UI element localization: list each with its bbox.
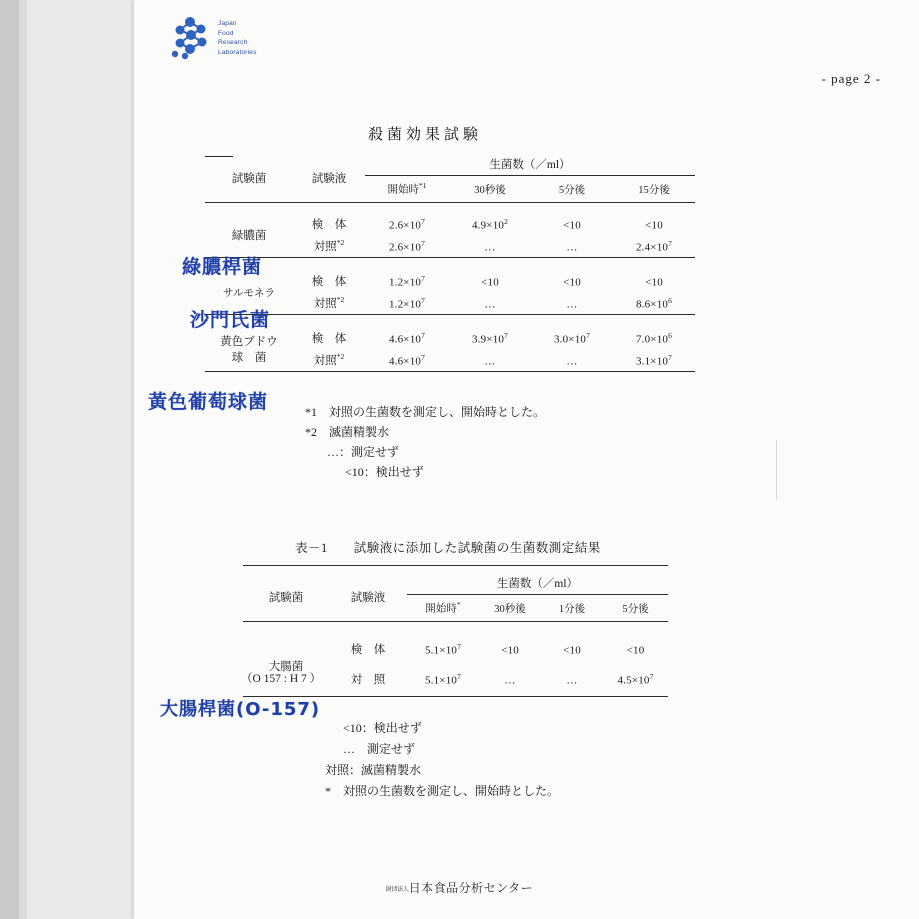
footer-organization-name: 日本食品分析センター [408, 881, 534, 895]
table1-rule [205, 203, 695, 214]
table1-solution-0-0: 検 体 [311, 219, 347, 231]
table1-value-2-0-0: $4.6\times 10^7$ [388, 330, 426, 346]
logo-text [218, 19, 257, 57]
table2-note-0: <10：検出せず [343, 721, 422, 735]
scan-edge-outer [0, 0, 19, 919]
table1-value-1-0-3: <10 [645, 276, 663, 289]
table2-note-2: 対照：滅菌精製水 [325, 763, 422, 777]
annotation-staphylococcus: 黃色葡萄球菌 [148, 391, 269, 413]
table1-time-1: 30秒後 [474, 184, 506, 196]
table2-group-header: 生菌数（／ml） [407, 572, 668, 595]
table1-rule [205, 258, 695, 271]
table1-value-1-1-2: … [566, 298, 578, 311]
table1-value-0-0-3: <10 [645, 219, 663, 232]
table1-value-1-1-1: … [484, 298, 496, 311]
table2-value-0-2: <10 [563, 644, 581, 657]
table2-strain: 大腸菌 [268, 661, 304, 673]
table2-value-0-3: <10 [626, 644, 645, 657]
table1-col-strain: 試験菌 [231, 172, 267, 185]
table2-note-3: * 対照の生菌数を測定し、開始時とした。 [325, 784, 560, 798]
table2-caption: 表－1 試験液に添加した試験菌の生菌数測定結果 [295, 541, 601, 555]
logo-line-1: Japan [218, 20, 237, 27]
table1-note-2: …：測定せず [327, 445, 400, 459]
table1-strain-2-line1: 黄色ブドウ [220, 336, 278, 348]
table1-solution-2-0: 検 体 [311, 333, 347, 345]
table1-strain-0: 緑膿菌 [231, 230, 267, 242]
table2-mid-rule [243, 622, 668, 637]
table-row [243, 636, 668, 662]
annotation-ecoli: 大腸桿菌(O-157) [160, 699, 321, 720]
table1-value-0-1-1: … [484, 241, 496, 254]
table1-time-0: 開始時$^{*1}$ [387, 181, 427, 196]
table2-solution-1: 対 照 [350, 674, 386, 686]
table1-value-2-0-3: $7.0\times 10^6$ [635, 330, 673, 346]
table1-value-0-1-2: … [566, 241, 578, 254]
table-row [205, 213, 695, 235]
table1-time-3: 15分後 [638, 184, 670, 196]
annotation-pseudomonas: 綠膿桿菌 [182, 256, 263, 278]
table2-value-1-0: $5.1\times 10^7$ [424, 671, 462, 687]
logo-dots-icon [168, 16, 216, 62]
table2-col-solution: 試験液 [350, 591, 386, 604]
table1-value-1-0-0: $1.2\times 10^7$ [388, 273, 426, 289]
table1-value-2-1-3: $3.1\times 10^7$ [635, 352, 673, 368]
table2-notes [325, 718, 559, 802]
table1-value-1-0-2: <10 [563, 276, 581, 289]
logo-line-2: Food [218, 29, 234, 37]
table1-value-0-0-0: $2.6\times 10^7$ [388, 216, 426, 232]
table1-rule [205, 315, 695, 328]
table1-solution-1-0: 検 体 [311, 276, 347, 288]
table1-value-0-1-0: $2.6\times 10^7$ [388, 238, 426, 254]
table2-strain-subscript: （O 157 : H 7 ） [241, 673, 322, 685]
table1-value-0-0-1: $4.9\times 10^2$ [471, 216, 509, 232]
table1-group-header: 生菌数（／ml） [365, 153, 695, 176]
table1-rule-bottom [205, 372, 695, 377]
table1-solution-0-1: 対照$^{*2}$ [313, 238, 345, 253]
scan-edge-inner [19, 0, 27, 919]
table1-value-2-0-2: $3.0\times 10^7$ [553, 330, 591, 346]
footer [0, 879, 919, 897]
table1-strain-1: サルモネラ [223, 287, 275, 299]
table1-note-0: *1 対照の生菌数を測定し、開始時とした。 [305, 405, 546, 419]
jfrl-logo [168, 16, 278, 62]
table2-time-2: 1分後 [558, 603, 586, 615]
table2-time-3: 5分後 [622, 603, 649, 615]
table1-value-1-1-3: $8.6\times 10^6$ [635, 295, 673, 311]
table1-value-1-1-0: $1.2\times 10^7$ [388, 295, 426, 311]
table2-time-1: 30秒後 [494, 603, 526, 615]
table1-strain-2 [205, 327, 293, 372]
table1-value-2-1-0: $4.6\times 10^7$ [388, 352, 426, 368]
table1-solution-1-1: 対照$^{*2}$ [313, 295, 345, 310]
table2-value-1-2: … [566, 674, 578, 687]
page-number-label: - page 2 - [821, 71, 881, 86]
table1-header-group-row [205, 153, 695, 176]
table2-solution-0: 検 体 [350, 644, 386, 656]
table-row [205, 327, 695, 349]
table1-value-2-0-1: $3.9\times 10^7$ [471, 330, 509, 346]
table1-col-solution: 試験液 [311, 172, 347, 185]
table1-time-2: 5分後 [558, 184, 586, 196]
table1-value-2-1-2: … [566, 355, 578, 368]
table2-value-1-1: … [504, 674, 516, 687]
table1-note-3: <10：検出せず [345, 465, 424, 479]
table2-value-1-3: $4.5\times 10^7$ [617, 671, 654, 687]
table2-header-group-row [243, 572, 668, 595]
paper-fold-mark [776, 440, 777, 500]
table1-value-0-1-3: $2.4\times 10^7$ [635, 238, 673, 254]
table2-time-0: 開始時* [425, 600, 461, 615]
table-row [205, 270, 695, 292]
table1-value-2-1-1: … [484, 355, 496, 368]
logo-line-3: Research [218, 39, 248, 46]
logo-line-4: Laboratories [218, 48, 257, 56]
table1-note-1: *2 滅菌精製水 [305, 425, 390, 439]
table1-value-0-0-2: <10 [563, 219, 581, 232]
table-sterilization-results [205, 153, 695, 376]
table2-value-0-1: <10 [501, 644, 519, 657]
table1-solution-2-1: 対照$^{*2}$ [313, 352, 345, 367]
table1-notes [305, 402, 545, 482]
table2-value-0-0: $5.1\times 10^7$ [424, 641, 462, 657]
table1-strain-2-line2: 球 菌 [231, 352, 267, 364]
table1-value-1-0-1: <10 [481, 276, 499, 289]
table2-col-strain: 試験菌 [268, 591, 304, 604]
annotation-salmonella: 沙門氏菌 [190, 309, 271, 331]
page-title: 殺菌効果試験 [368, 127, 483, 143]
table1 [205, 153, 695, 376]
footer-mark: 財団法人 [385, 886, 409, 893]
table2-note-1: … 測定せず [343, 742, 416, 756]
